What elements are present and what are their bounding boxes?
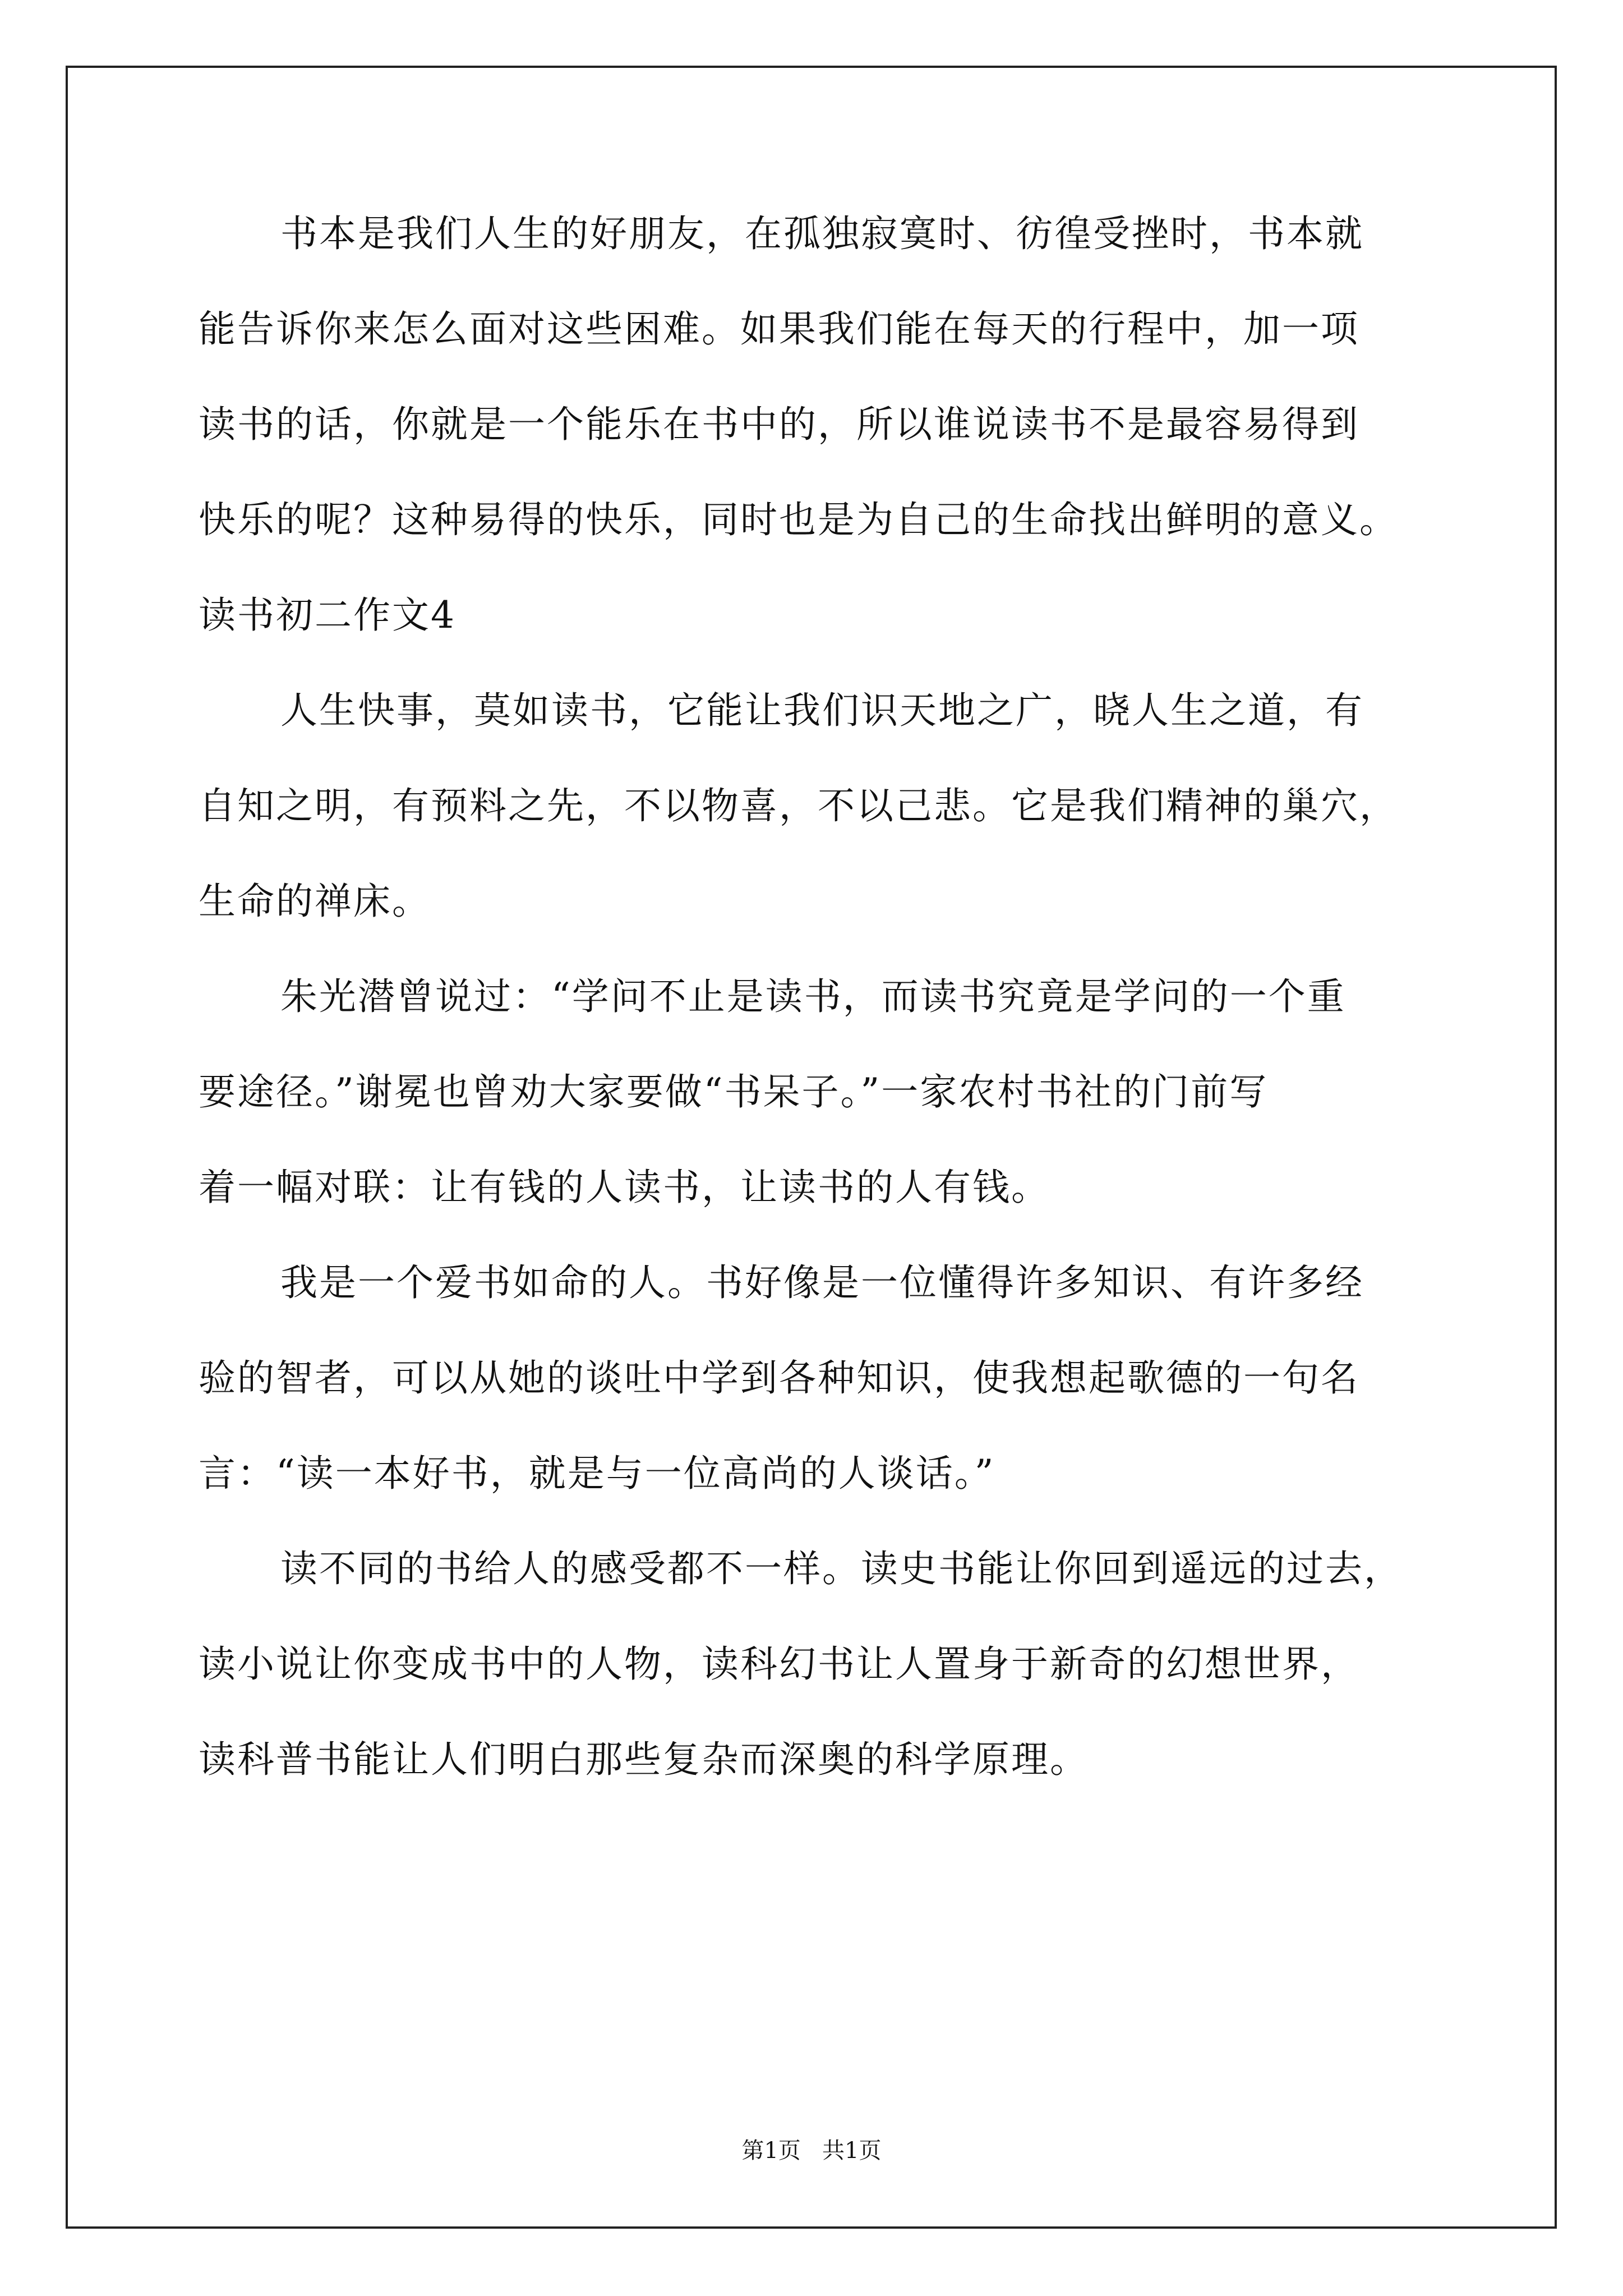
paragraph-line: 生命的禅床。: [199, 880, 431, 923]
paragraph-line: 着一幅对联：让有钱的人读书，让读书的人有钱。: [199, 1166, 1050, 1209]
paragraph-line: 快乐的呢？这种易得的快乐，同时也是为自己的生命找出鲜明的意义。: [199, 498, 1398, 541]
paragraph-line: 书本是我们人生的好朋友，在孤独寂寞时、彷徨受挫时，书本就: [280, 212, 1364, 255]
paragraph-line: 读科普书能让人们明白那些复杂而深奥的科学原理。: [199, 1738, 1089, 1781]
paragraph-line: 自知之明，有预料之先，不以物喜，不以己悲。它是我们精神的巢穴，: [199, 784, 1398, 827]
paragraph-line: 读小说让你变成书中的人物，读科幻书让人置身于新奇的幻想世界，: [199, 1642, 1359, 1686]
section-heading: 读书初二作文4: [199, 593, 456, 637]
paragraph-line: 读书的话，你就是一个能乐在书中的，所以谁说读书不是最容易得到: [199, 403, 1359, 446]
paragraph-line: 言：“读一本好书，就是与一位高尚的人谈话。”: [199, 1452, 995, 1495]
paragraph-line: 能告诉你来怎么面对这些困难。如果我们能在每天的行程中，加一项: [199, 307, 1359, 351]
document-body: [199, 212, 1432, 1837]
paragraph-line: 读不同的书给人的感受都不一样。读史书能让你回到遥远的过去，: [280, 1547, 1403, 1590]
paragraph-line: 我是一个爱书如命的人。书好像是一位懂得许多知识、有许多经: [280, 1261, 1364, 1304]
paragraph-line: 要途径。”谢冕也曾劝大家要做“书呆子。”一家农村书社的门前写: [199, 1070, 1269, 1114]
paragraph-line: 人生快事，莫如读书，它能让我们识天地之广，晓人生之道，有: [280, 689, 1364, 732]
paragraph-line: 验的智者，可以从她的谈吐中学到各种知识，使我想起歌德的一句名: [199, 1356, 1359, 1400]
page-number-footer: 第1页 共1页: [741, 2138, 882, 2164]
paragraph-line: 朱光潜曾说过：“学问不止是读书，而读书究竟是学问的一个重: [280, 975, 1346, 1018]
